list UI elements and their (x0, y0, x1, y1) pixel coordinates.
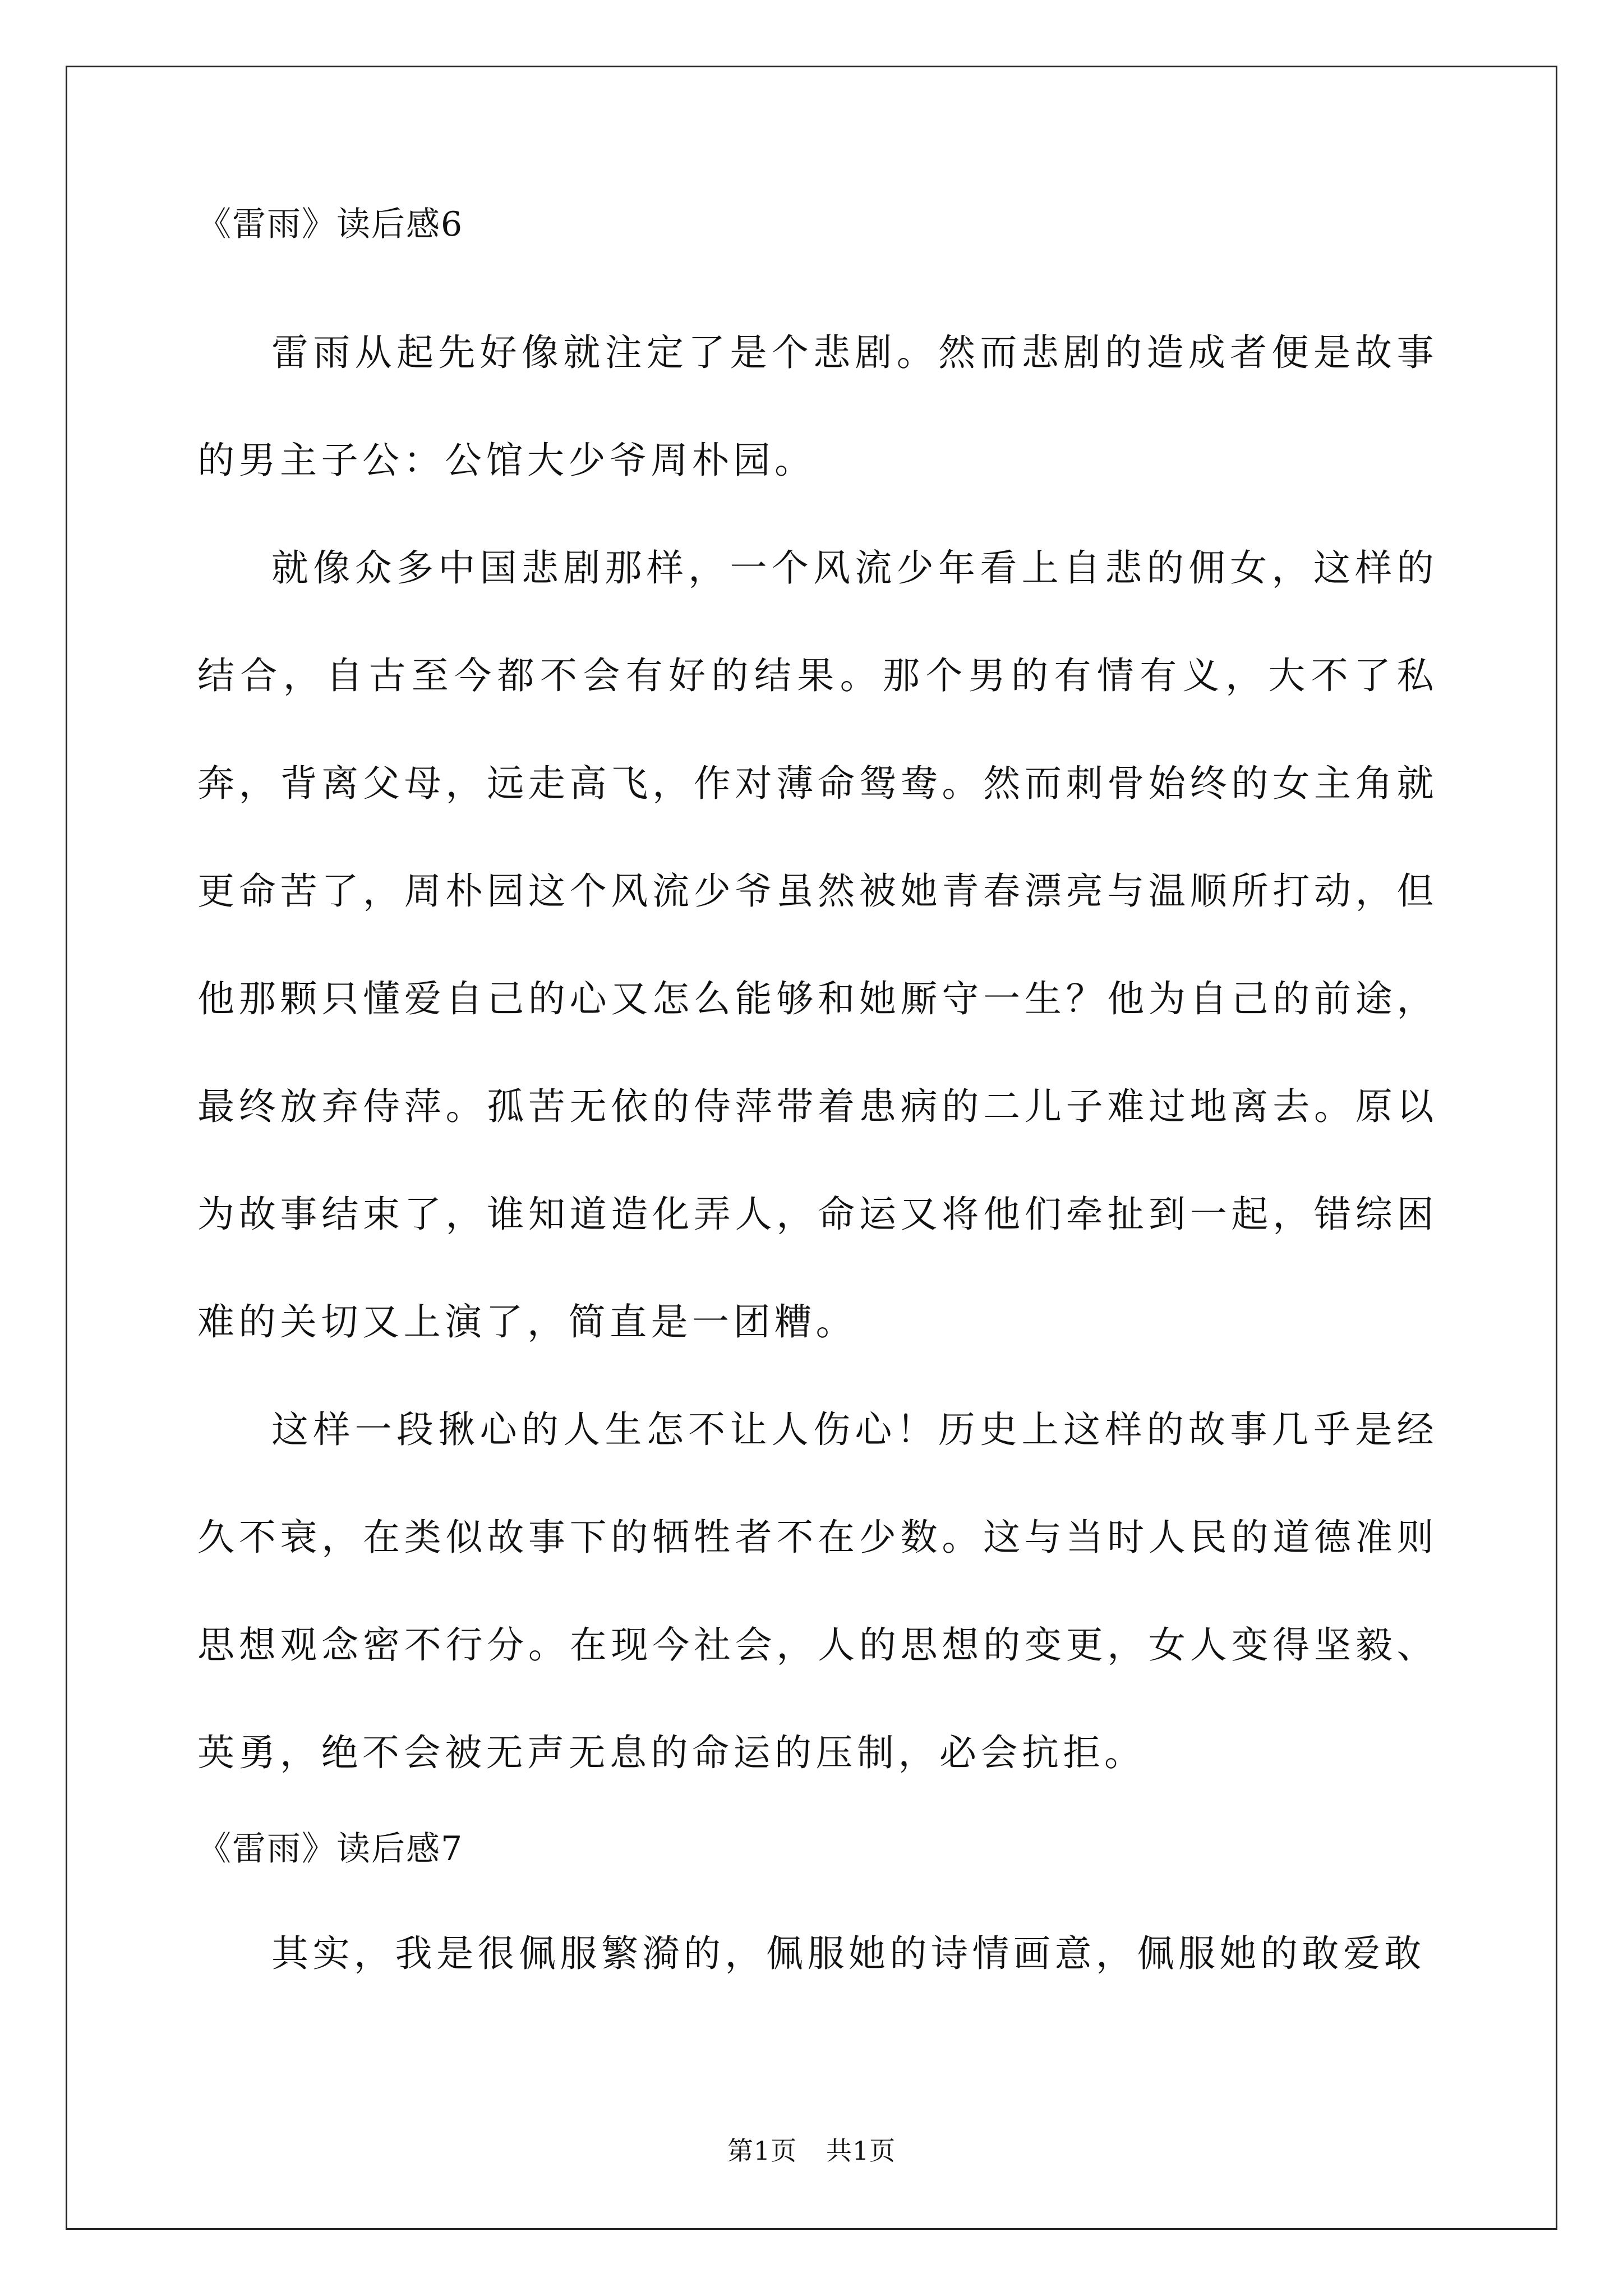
section-heading-7: 《雷雨》读后感7 (197, 1829, 464, 1869)
page-footer (0, 2134, 1623, 2168)
document-body (197, 202, 1438, 1807)
page-number-total: 共1页 (826, 2136, 896, 2166)
paragraph-3: 这样一段揪心的人生怎不让人伤心！历史上这样的故事几乎是经久不衰，在类似故事下的牺牲者不在少数。这与当时人民的道德准则思想观念密不行分。在现今社会，人的思想的变更，女人变得坚毅、英勇，绝不会被无声无息的命运的压制，必会抗拒。 (197, 1408, 1438, 1774)
paragraph-2: 就像众多中国悲剧那样，一个风流少年看上自悲的佣女，这样的结合，自古至今都不会有好的结果。那个男的有情有义，大不了私奔，背离父母，远走高飞，作对薄命鸳鸯。然而刺骨始终的女主角就更命苦了，周朴园这个风流少爷虽然被她青春漂亮与温顺所打动，但他那颗只懂爱自己的心又怎么能够和她厮守一生？他为自己的前途，最终放弃侍萍。孤苦无依的侍萍带着患病的二儿子难过地离去。原以为故事结束了，谁知道造化弄人，命运又将他们牵扯到一起，错综困难的关切又上演了，简直是一团糟。 (197, 546, 1438, 1343)
section-heading-6: 《雷雨》读后感6 (197, 205, 464, 244)
paragraph-1: 雷雨从起先好像就注定了是个悲剧。然而悲剧的造成者便是故事的男主子公：公馆大少爷周朴园。 (197, 331, 1438, 482)
paragraph-4: 其实，我是很佩服繁漪的，佩服她的诗情画意，佩服她的敢爱敢 (271, 1932, 1426, 1975)
page-number-current: 第1页 (727, 2136, 797, 2166)
